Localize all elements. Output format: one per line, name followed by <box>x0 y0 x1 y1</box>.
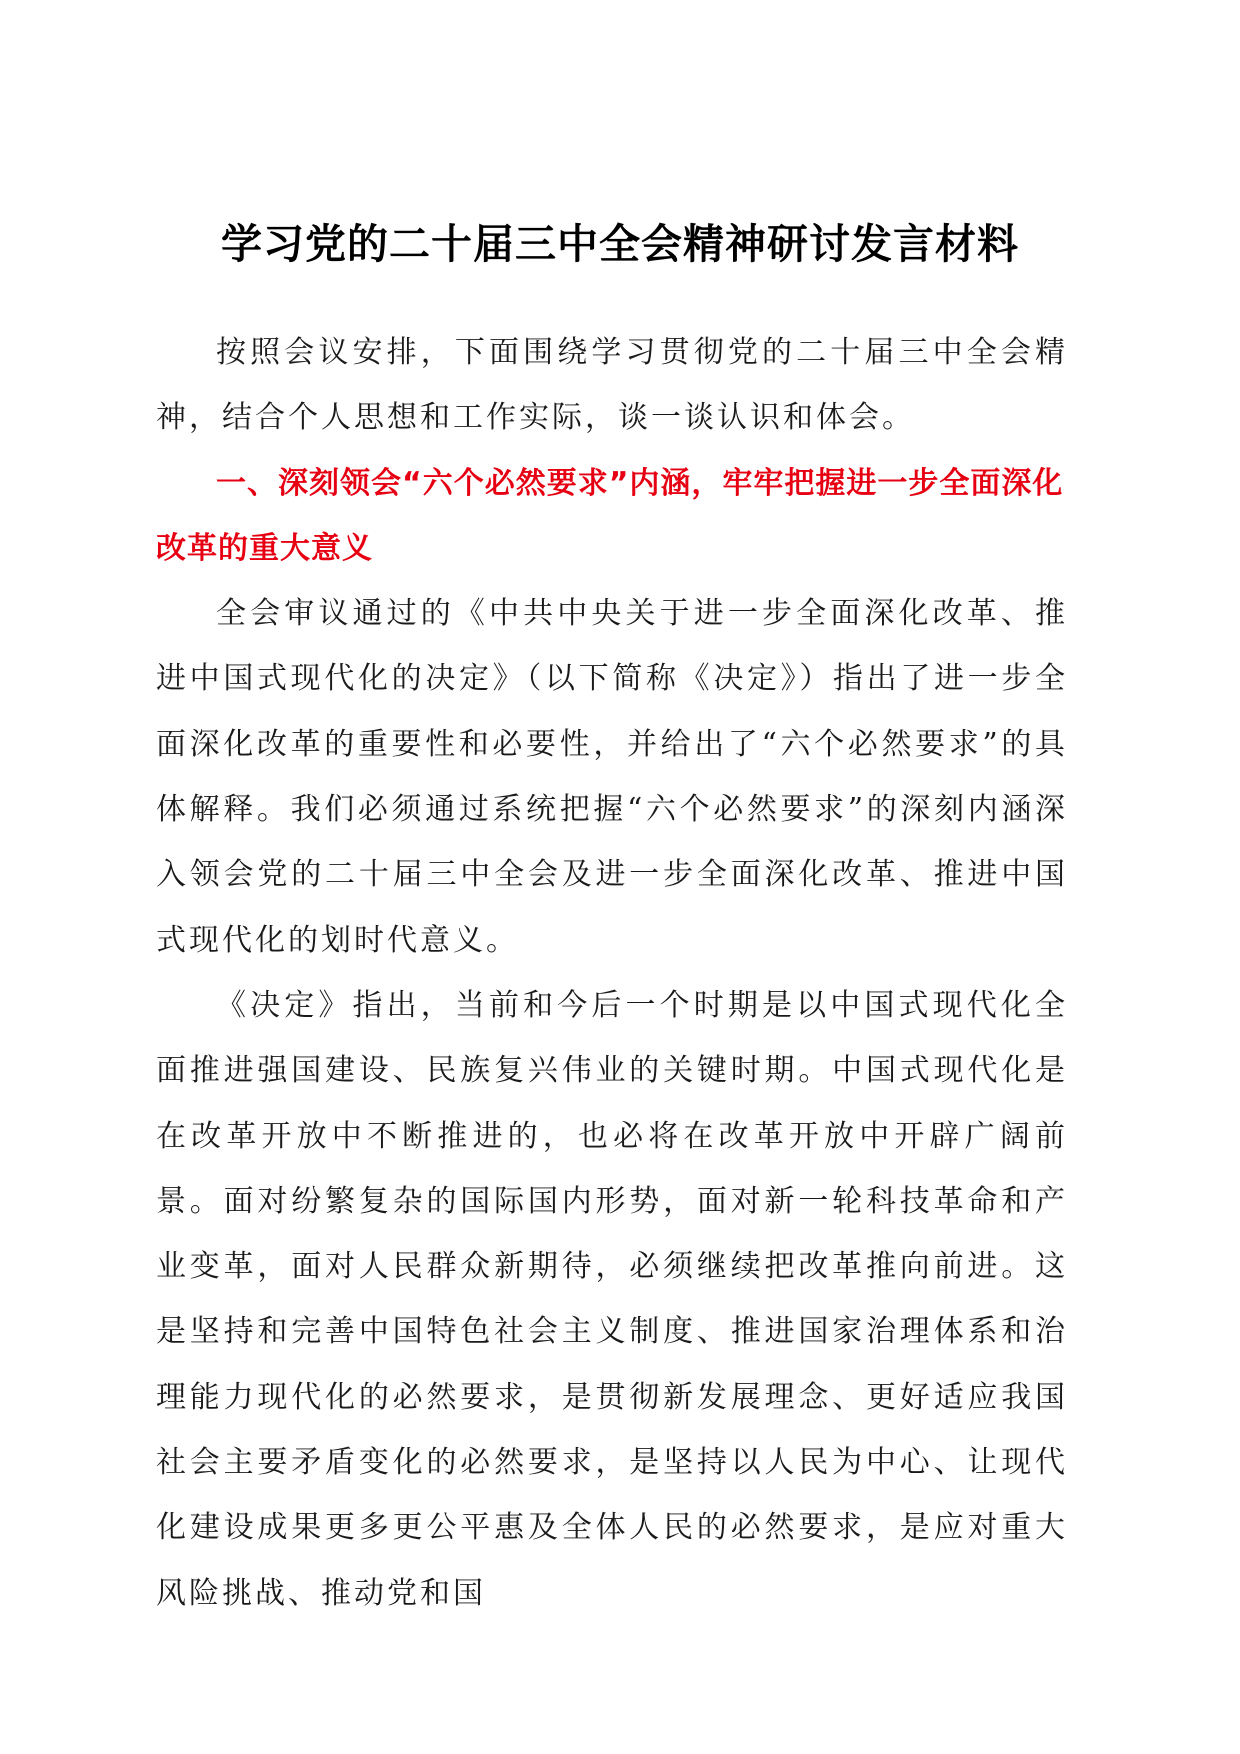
section-heading-1: 一、深刻领会“六个必然要求”内涵，牢牢把握进一步全面深化改革的重大意义 <box>156 465 1064 566</box>
document-title: 学习党的二十届三中全会精神研讨发言材料 <box>221 220 1019 268</box>
body-paragraph-1: 全会审议通过的《中共中央关于进一步全面深化改革、推进中国式现代化的决定》（以下简称《决定》）指出了进一步全面深化改革的重要性和必要性，并给出了“六个必然要求”的具体解释。我们必须通过系统把握“六个必然要求”的深刻内涵深入领会党的二十届三中全会及进一步全面深化改革、推进中国式现代化的划时代意义。 <box>156 596 1068 958</box>
intro-paragraph: 按照会议安排，下面围绕学习贯彻党的二十届三中全会精神，结合个人思想和工作实际，谈一谈认识和体会。 <box>156 335 1068 436</box>
body-paragraph-2: 《决定》指出，当前和今后一个时期是以中国式现代化全面推进强国建设、民族复兴伟业的关键时期。中国式现代化是在改革开放中不断推进的，也必将在改革开放中开辟广阔前景。面对纷繁复杂的国际国内形势，面对新一轮科技革命和产业变革，面对人民群众新期待，必须继续把改革推向前进。这是坚持和完善中国特色社会主义制度、推进国家治理体系和治理能力现代化的必然要求，是贯彻新发展理念、更好适应我国社会主要矛盾变化的必然要求，是坚持以人民为中心、让现代化建设成果更多更公平惠及全体人民的必然要求，是应对重大风险挑战、推动党和国 <box>156 987 1068 1611</box>
document-body <box>156 320 1068 1626</box>
